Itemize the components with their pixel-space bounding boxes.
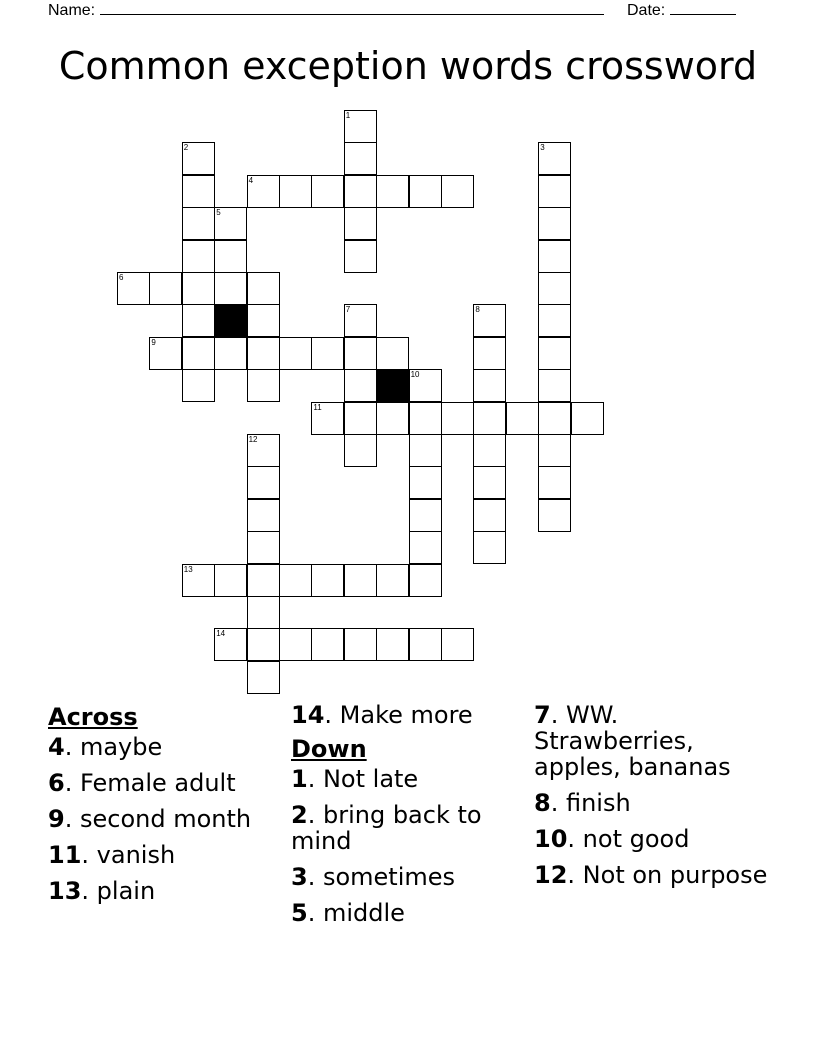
grid-cell[interactable] [344, 434, 377, 467]
clue-item: 2. bring back to mind [291, 801, 482, 855]
grid-cell[interactable] [247, 466, 280, 499]
grid-cell[interactable] [182, 240, 215, 273]
clue-number: 13 [183, 564, 193, 574]
clue-item-text: middle [315, 899, 405, 927]
clue-number: 5 [216, 208, 221, 218]
grid-cell[interactable] [538, 337, 571, 370]
down-clue-list [291, 766, 531, 926]
grid-cell[interactable] [441, 175, 474, 208]
grid-cell[interactable] [409, 402, 442, 435]
clue-item-number: 7 [534, 701, 551, 729]
clue-number: 9 [151, 337, 156, 347]
grid-cell[interactable] [344, 304, 377, 337]
clue-item-number: 5 [291, 899, 308, 927]
grid-cell[interactable] [182, 304, 215, 337]
grid-cell[interactable] [182, 272, 215, 305]
grid-cell[interactable] [409, 564, 442, 597]
clue-item: 3. sometimes [291, 863, 456, 891]
clue-item: 5. middle [291, 899, 405, 927]
down-heading: Down [291, 735, 367, 763]
grid-cell[interactable] [344, 369, 377, 402]
grid-cell[interactable] [473, 434, 506, 467]
clue-item-number: 4 [48, 733, 65, 761]
grid-cell[interactable] [279, 175, 312, 208]
grid-cell[interactable] [214, 564, 247, 597]
grid-cell[interactable] [376, 175, 409, 208]
grid-cell[interactable] [409, 434, 442, 467]
grid-cell[interactable] [473, 369, 506, 402]
clue-item-text: Not late [315, 765, 419, 793]
grid-cell[interactable] [214, 272, 247, 305]
clue-number: 4 [248, 175, 254, 185]
clue-item: 14. Make more [291, 701, 473, 729]
grid-cell[interactable] [344, 110, 377, 143]
grid-cell[interactable] [538, 499, 571, 532]
clue-item: 12. Not on purpose [534, 861, 768, 889]
clue-item-text: WW. Strawberries, apples, bananas [534, 701, 731, 781]
clue-item-number: 6 [48, 769, 65, 797]
grid-cell[interactable] [311, 175, 344, 208]
clue-item-text: Make more [332, 701, 473, 729]
grid-cell[interactable] [344, 628, 377, 661]
grid-cell[interactable] [344, 337, 377, 370]
clue-item-text: vanish [89, 841, 176, 869]
grid-cell[interactable] [409, 499, 442, 532]
grid-cell[interactable] [376, 628, 409, 661]
grid-cell[interactable] [473, 402, 506, 435]
grid-cell[interactable] [344, 564, 377, 597]
clues-column-3 [534, 702, 774, 898]
grid-cell[interactable] [279, 628, 312, 661]
grid-cell[interactable] [409, 466, 442, 499]
grid-cell[interactable] [247, 661, 280, 694]
grid-cell[interactable] [182, 337, 215, 370]
clue-number: 7 [345, 305, 351, 315]
clue-number: 2 [183, 143, 189, 153]
clue-item-text: Female adult [72, 769, 236, 797]
grid-cell[interactable] [214, 240, 247, 273]
grid-cell[interactable] [311, 402, 344, 435]
clue-item-number: 14 [291, 701, 325, 729]
grid-cell[interactable] [344, 207, 377, 240]
grid-cell[interactable] [441, 628, 474, 661]
clue-item-text: maybe [72, 733, 163, 761]
grid-cell[interactable] [247, 596, 280, 629]
grid-cell[interactable] [538, 402, 571, 435]
grid-cell[interactable] [441, 402, 474, 435]
clue-item-number: 9 [48, 805, 65, 833]
grid-cell[interactable] [538, 466, 571, 499]
grid-cell[interactable] [311, 564, 344, 597]
clue-item-number: 1 [291, 765, 308, 793]
clue-item-text: bring back to mind [291, 801, 482, 855]
grid-cell[interactable] [247, 175, 280, 208]
clue-item-text: finish [558, 789, 631, 817]
grid-cell[interactable] [538, 304, 571, 337]
clue-item-number: 8 [534, 789, 551, 817]
grid-cell[interactable] [538, 142, 571, 175]
grid-cell[interactable] [506, 402, 539, 435]
grid-cell[interactable] [538, 272, 571, 305]
black-cell [214, 304, 247, 337]
grid-cell[interactable] [473, 531, 506, 564]
page-title: Common exception words crossword [58, 44, 758, 88]
clue-item-number: 10 [534, 825, 568, 853]
grid-cell[interactable] [344, 175, 377, 208]
clue-number: 1 [345, 111, 351, 120]
grid-cell[interactable] [279, 337, 312, 370]
clue-number: 8 [475, 305, 480, 315]
clue-item: 13. plain [48, 877, 156, 905]
grid-cell[interactable] [247, 564, 280, 597]
down-clue-list-continued [534, 702, 774, 888]
across-clue-list [48, 734, 288, 904]
grid-cell[interactable] [409, 531, 442, 564]
grid-cell[interactable] [376, 564, 409, 597]
grid-cell[interactable] [149, 337, 182, 370]
grid-cell[interactable] [376, 337, 409, 370]
grid-cell[interactable] [473, 337, 506, 370]
grid-cell[interactable] [247, 337, 280, 370]
grid-cell[interactable] [344, 402, 377, 435]
clue-item-number: 13 [48, 877, 82, 905]
grid-cell[interactable] [279, 564, 312, 597]
clue-item-text: sometimes [315, 863, 456, 891]
grid-cell[interactable] [409, 175, 442, 208]
grid-cell[interactable] [344, 240, 377, 273]
clue-item: 8. finish [534, 789, 631, 817]
grid-cell[interactable] [117, 272, 150, 305]
grid-cell[interactable] [409, 369, 442, 402]
clue-item-number: 2 [291, 801, 308, 829]
across-heading: Across [48, 703, 138, 731]
black-cell [376, 369, 409, 402]
grid-cell[interactable] [214, 628, 247, 661]
grid-cell[interactable] [182, 175, 215, 208]
clue-item-text: Not on purpose [575, 861, 768, 889]
grid-cell[interactable] [247, 531, 280, 564]
grid-cell[interactable] [311, 628, 344, 661]
grid-cell[interactable] [538, 175, 571, 208]
clues-column-1 [48, 702, 288, 914]
clue-item-number: 12 [534, 861, 568, 889]
clue-item: 6. Female adult [48, 769, 236, 797]
grid-cell[interactable] [247, 434, 280, 467]
grid-cell[interactable] [538, 240, 571, 273]
clues-column-2 [291, 702, 531, 936]
clue-item: 1. Not late [291, 765, 419, 793]
clue-number: 3 [540, 143, 545, 153]
grid-cell[interactable] [376, 402, 409, 435]
grid-cell[interactable] [182, 369, 215, 402]
grid-cell[interactable] [149, 272, 182, 305]
grid-cell[interactable] [247, 499, 280, 532]
grid-cell[interactable] [247, 628, 280, 661]
grid-cell[interactable] [344, 142, 377, 175]
clue-number: 12 [248, 435, 258, 444]
grid-cell[interactable] [311, 337, 344, 370]
clue-item: 4. maybe [48, 733, 163, 761]
date-label: Date: [627, 2, 666, 19]
clue-number: 10 [410, 370, 420, 380]
grid-cell[interactable] [247, 272, 280, 305]
clue-item: 11. vanish [48, 841, 176, 869]
grid-cell[interactable] [571, 402, 604, 435]
clue-item: 7. WW. Strawberries, apples, bananas [534, 701, 731, 781]
clue-item-number: 11 [48, 841, 82, 869]
clue-item: 10. not good [534, 825, 690, 853]
grid-cell[interactable] [182, 207, 215, 240]
grid-cell[interactable] [473, 466, 506, 499]
grid-cell[interactable] [473, 304, 506, 337]
grid-cell[interactable] [214, 207, 247, 240]
clue-item-text: second month [72, 805, 252, 833]
clue-item-text: plain [89, 877, 156, 905]
clue-item-text: not good [575, 825, 690, 853]
clue-number: 11 [313, 402, 322, 412]
clue-number: 14 [216, 629, 226, 639]
grid-cell[interactable] [473, 499, 506, 532]
grid-cell[interactable] [247, 304, 280, 337]
grid-cell[interactable] [182, 142, 215, 175]
clue-item-number: 3 [291, 863, 308, 891]
grid-cell[interactable] [409, 628, 442, 661]
clue-item: 9. second month [48, 805, 252, 833]
across-clue-list-continued [291, 702, 531, 728]
name-label: Name: [48, 2, 96, 19]
grid-cell[interactable] [538, 369, 571, 402]
clue-number: 6 [119, 273, 124, 282]
grid-cell[interactable] [214, 337, 247, 370]
grid-cell[interactable] [538, 207, 571, 240]
grid-cell[interactable] [247, 369, 280, 402]
grid-cell[interactable] [538, 434, 571, 467]
grid-cell[interactable] [182, 564, 215, 597]
